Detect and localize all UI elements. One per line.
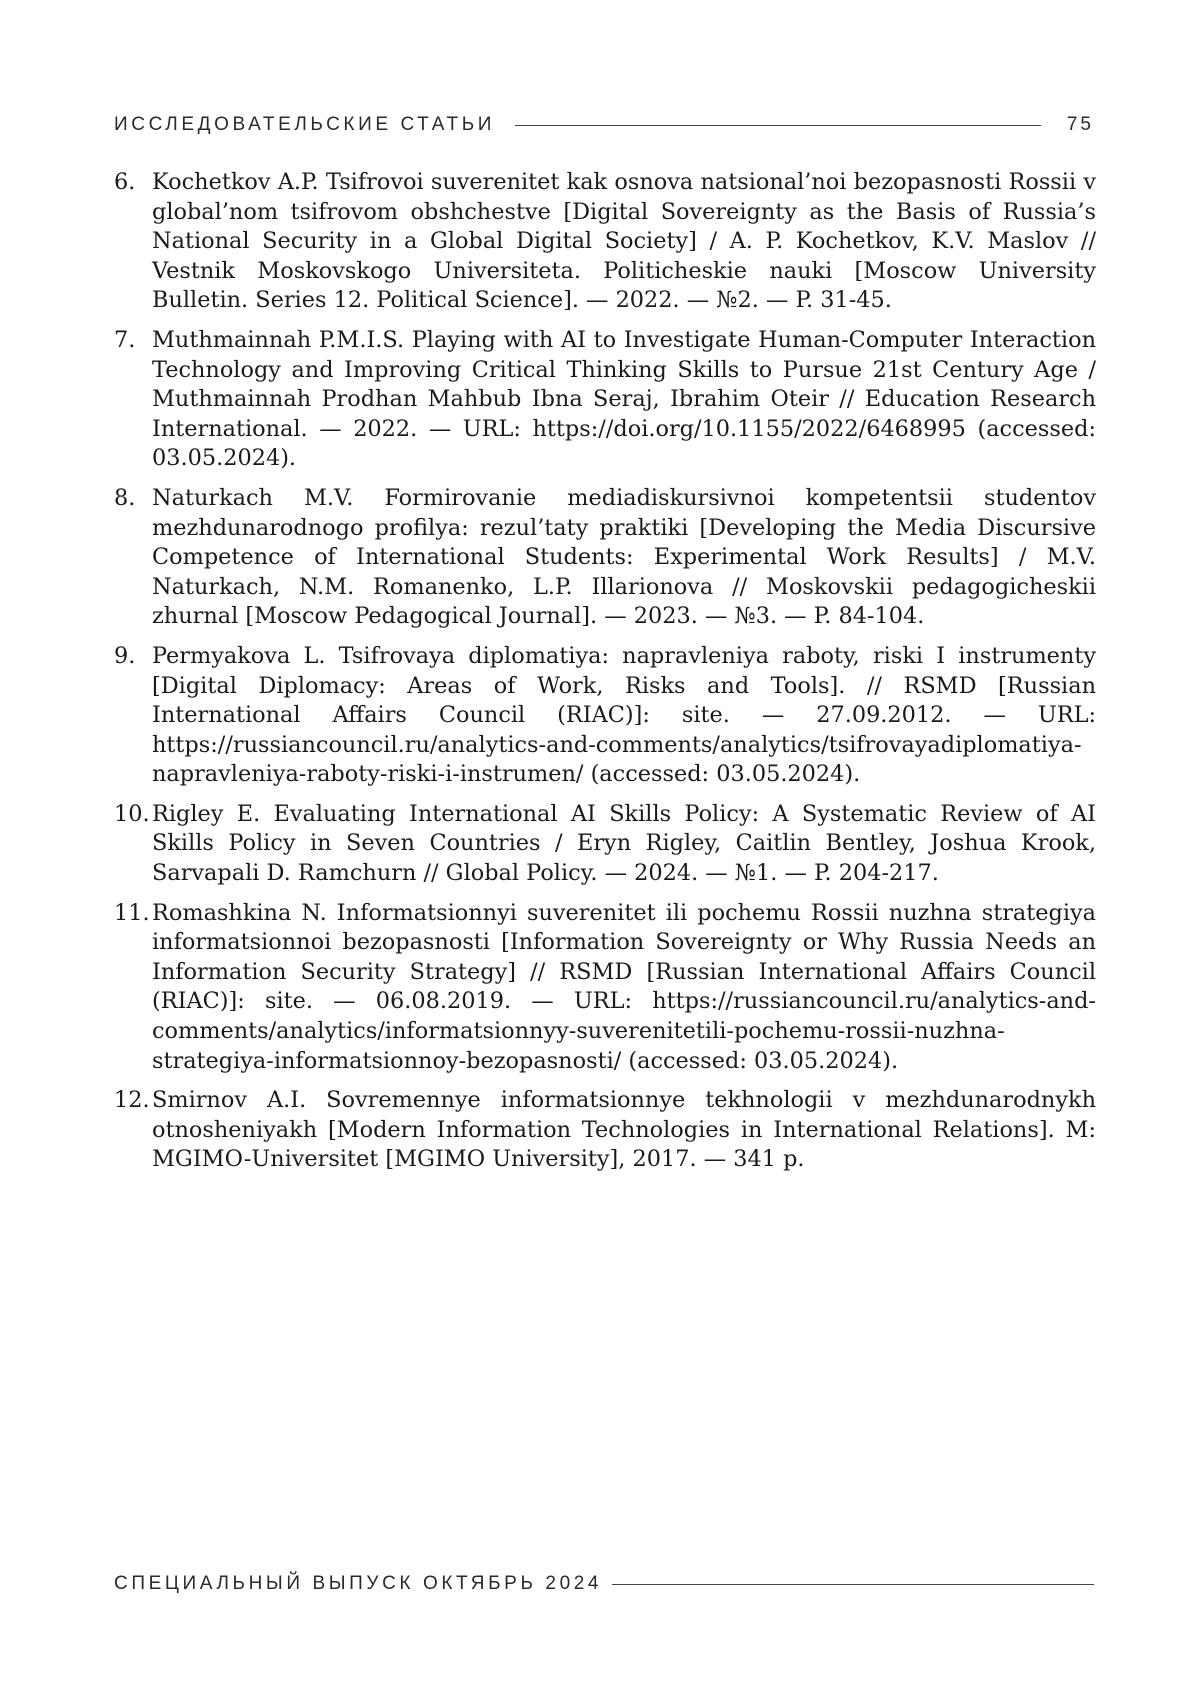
reference-item (114, 1086, 1096, 1175)
issue-label: СПЕЦИАЛЬНЫЙ ВЫПУСК ОКТЯБРЬ 2024 (114, 1573, 603, 1594)
reference-number: 6. (114, 169, 136, 195)
reference-number: 12. (114, 1087, 150, 1114)
reference-number: 7. (114, 326, 136, 353)
reference-text: Smirnov A.I. Sovremennye informatsionnye tekhnologii v mezhdunarodnykh otnosheniyakh [Modern Information Technologies in International Relations]. M: MGIMO-Universitet [MGIMO University], 2017. — 341 p. (152, 1087, 1096, 1173)
reference-item (114, 642, 1096, 790)
reference-item (114, 800, 1096, 889)
reference-text: Muthmainnah P.M.I.S. Playing with AI to Investigate Human-Computer Interaction Technology and Improving Critical Thinking Skills to Pursue 21st Century Age / Muthmainnah Prodhan Mahbub Ibna Seraj, Ibrahim Oteir // Education Research International. — 2022. — URL: https://doi.org/10.1155/2022/6468995 (accessed: 03.05.2024). (152, 326, 1096, 472)
reference-item (114, 168, 1096, 316)
reference-number: 11. (114, 899, 150, 926)
reference-number: 9. (114, 642, 136, 669)
reference-number: 8. (114, 484, 136, 511)
running-footer (114, 1571, 1094, 1597)
reference-text: Rigley E. Evaluating International AI Skills Policy: A Systematic Review of AI Skills Policy in Seven Countries / Eryn Rigley, Caitlin Bentley, Joshua Krook, Sarvapali D. Ramchurn // Global Policy. — 2024. — №1. — P. 204-217. (152, 800, 1096, 887)
reference-text: Naturkach M.V. Formirovanie mediadiskursivnoi kompetentsii studentov mezhdunarodnogo profilya: rezul’taty praktiki [Developing the Media Discursive Competence of International Students: Experimental Work Results] / M.V. Naturkach, N.M. Romanenko, L.P. Illarionova // Moskovskii pedagogicheskii zhurnal [Moscow Pedagogical Journal]. — 2023. — №3. — P. 84-104. (152, 484, 1096, 630)
footer-divider (612, 1584, 1094, 1585)
reference-item (114, 484, 1096, 632)
page-number: 75 (1066, 114, 1094, 135)
header-divider (515, 125, 1041, 126)
reference-item (114, 326, 1096, 474)
reference-text: Kochetkov A.P. Tsifrovoi suverenitet kak osnova natsional’noi bezopasnosti Rossii v global’nom tsifrovom obshchestve [Digital Sovereignty as the Basis of Russia’s National Security in a Global Digital Society] / A. P. Kochetkov, K.V. Maslov // Vestnik Moskovskogo Universiteta. Politicheskie nauki [Moscow University Bulletin. Series 12. Political Science]. — 2022. — №2. — P. 31-45. (152, 169, 1096, 314)
reference-text: Permyakova L. Tsifrovaya diplomatiya: napravleniya raboty, riski I instrumenty [Digital Diplomacy: Areas of Work, Risks and Tools]. // RSMD [Russian International Affairs Council (RIAC)]: site. — 27.09.2012. — URL: https://russiancouncil.ru/analytics-and-comments/analytics/tsifrovayadiplomatiya-napravleniya-raboty-riski-i-instrumen/ (accessed: 03.05.2024). (152, 642, 1096, 788)
reference-list (114, 168, 1096, 1185)
reference-number: 10. (114, 800, 150, 827)
running-header (114, 112, 1094, 138)
reference-text: Romashkina N. Informatsionnyi suverenitet ili pochemu Rossii nuzhna strategiya informatsionnoi bezopasnosti [Information Sovereignty or Why Russia Needs an Information Security Strategy] // RSMD [Russian International Affairs Council (RIAC)]: site. — 06.08.2019. — URL: https://russiancouncil.ru/analytics-and-comments/analytics/informatsionnyy-suverenitetili-pochemu-rossii-nuzhna-strategiya-informatsionnoy-bezopasnosti/ (accessed: 03.05.2024). (152, 899, 1096, 1074)
reference-item (114, 899, 1096, 1077)
section-title: ИССЛЕДОВАТЕЛЬСКИЕ СТАТЬИ (114, 114, 496, 135)
